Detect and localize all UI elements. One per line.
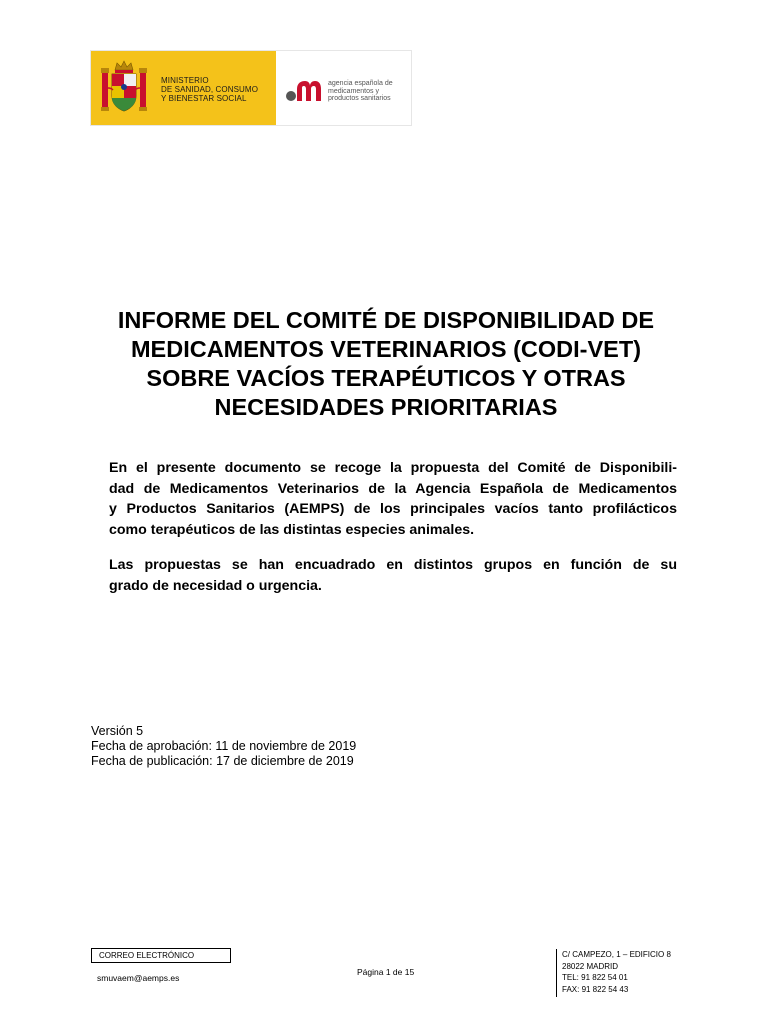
title-line: NECESIDADES PRIORITARIAS xyxy=(214,394,558,420)
header-logo-band xyxy=(91,51,411,125)
ministry-logo-block xyxy=(91,51,276,125)
address-line: C/ CAMPEZO, 1 – EDIFICIO 8 xyxy=(562,950,671,959)
coat-of-arms-icon xyxy=(101,60,147,116)
publication-date: Fecha de publicación: 17 de diciembre de 2019 xyxy=(91,754,354,768)
ministry-line: DE SANIDAD, CONSUMO xyxy=(161,85,259,94)
ministry-name xyxy=(161,76,258,103)
agency-logo-block xyxy=(276,51,411,125)
agency-line: medicamentos y xyxy=(328,87,379,95)
title-line: MEDICAMENTOS VETERINARIOS (CODI-VET) xyxy=(130,336,642,362)
aemps-logo-icon xyxy=(286,77,322,103)
paragraph-line: como terapéuticos de las distintas especies animales. xyxy=(109,521,475,538)
intro-paragraph xyxy=(109,458,677,540)
paragraph-line: y Productos Sanitarios (AEMPS) de los principales vacíos tanto profilácticos xyxy=(109,501,677,517)
ministry-line: MINISTERIO xyxy=(161,76,209,85)
paragraph-line: Las propuestas se han encuadrado en distintos grupos en función de su xyxy=(109,557,677,573)
address-line: 28022 MADRID xyxy=(562,961,619,971)
footer-email-label: CORREO ELECTRÓNICO xyxy=(91,948,231,963)
page-number: Página 1 de 15 xyxy=(357,967,415,977)
address-line: TEL: 91 822 54 01 xyxy=(562,973,628,982)
agency-name xyxy=(328,80,393,103)
version-number: Versión 5 xyxy=(91,724,144,738)
version-info xyxy=(91,724,356,769)
footer-address xyxy=(556,949,671,997)
document-title xyxy=(60,306,712,422)
agency-line: productos sanitarios xyxy=(328,95,391,102)
footer-email-link[interactable]: smuvaem@aemps.es xyxy=(97,973,180,983)
title-line: INFORME DEL COMITÉ DE DISPONIBILIDAD DE xyxy=(117,307,655,333)
paragraph-line: dad de Medicamentos Veterinarios de la Agencia Española de Medicamentos xyxy=(109,480,677,497)
paragraph-line: En el presente documento se recoge la propuesta del Comité de Disponibili- xyxy=(109,460,677,476)
address-line: FAX: 91 822 54 43 xyxy=(562,984,629,994)
title-line: SOBRE VACÍOS TERAPÉUTICOS Y OTRAS xyxy=(146,365,626,391)
grouping-paragraph xyxy=(109,555,677,596)
paragraph-line: grado de necesidad o urgencia. xyxy=(109,577,322,594)
approval-date: Fecha de aprobación: 11 de noviembre de 2019 xyxy=(91,739,357,753)
agency-line: agencia española de xyxy=(328,80,393,87)
ministry-line: Y BIENESTAR SOCIAL xyxy=(161,94,247,103)
